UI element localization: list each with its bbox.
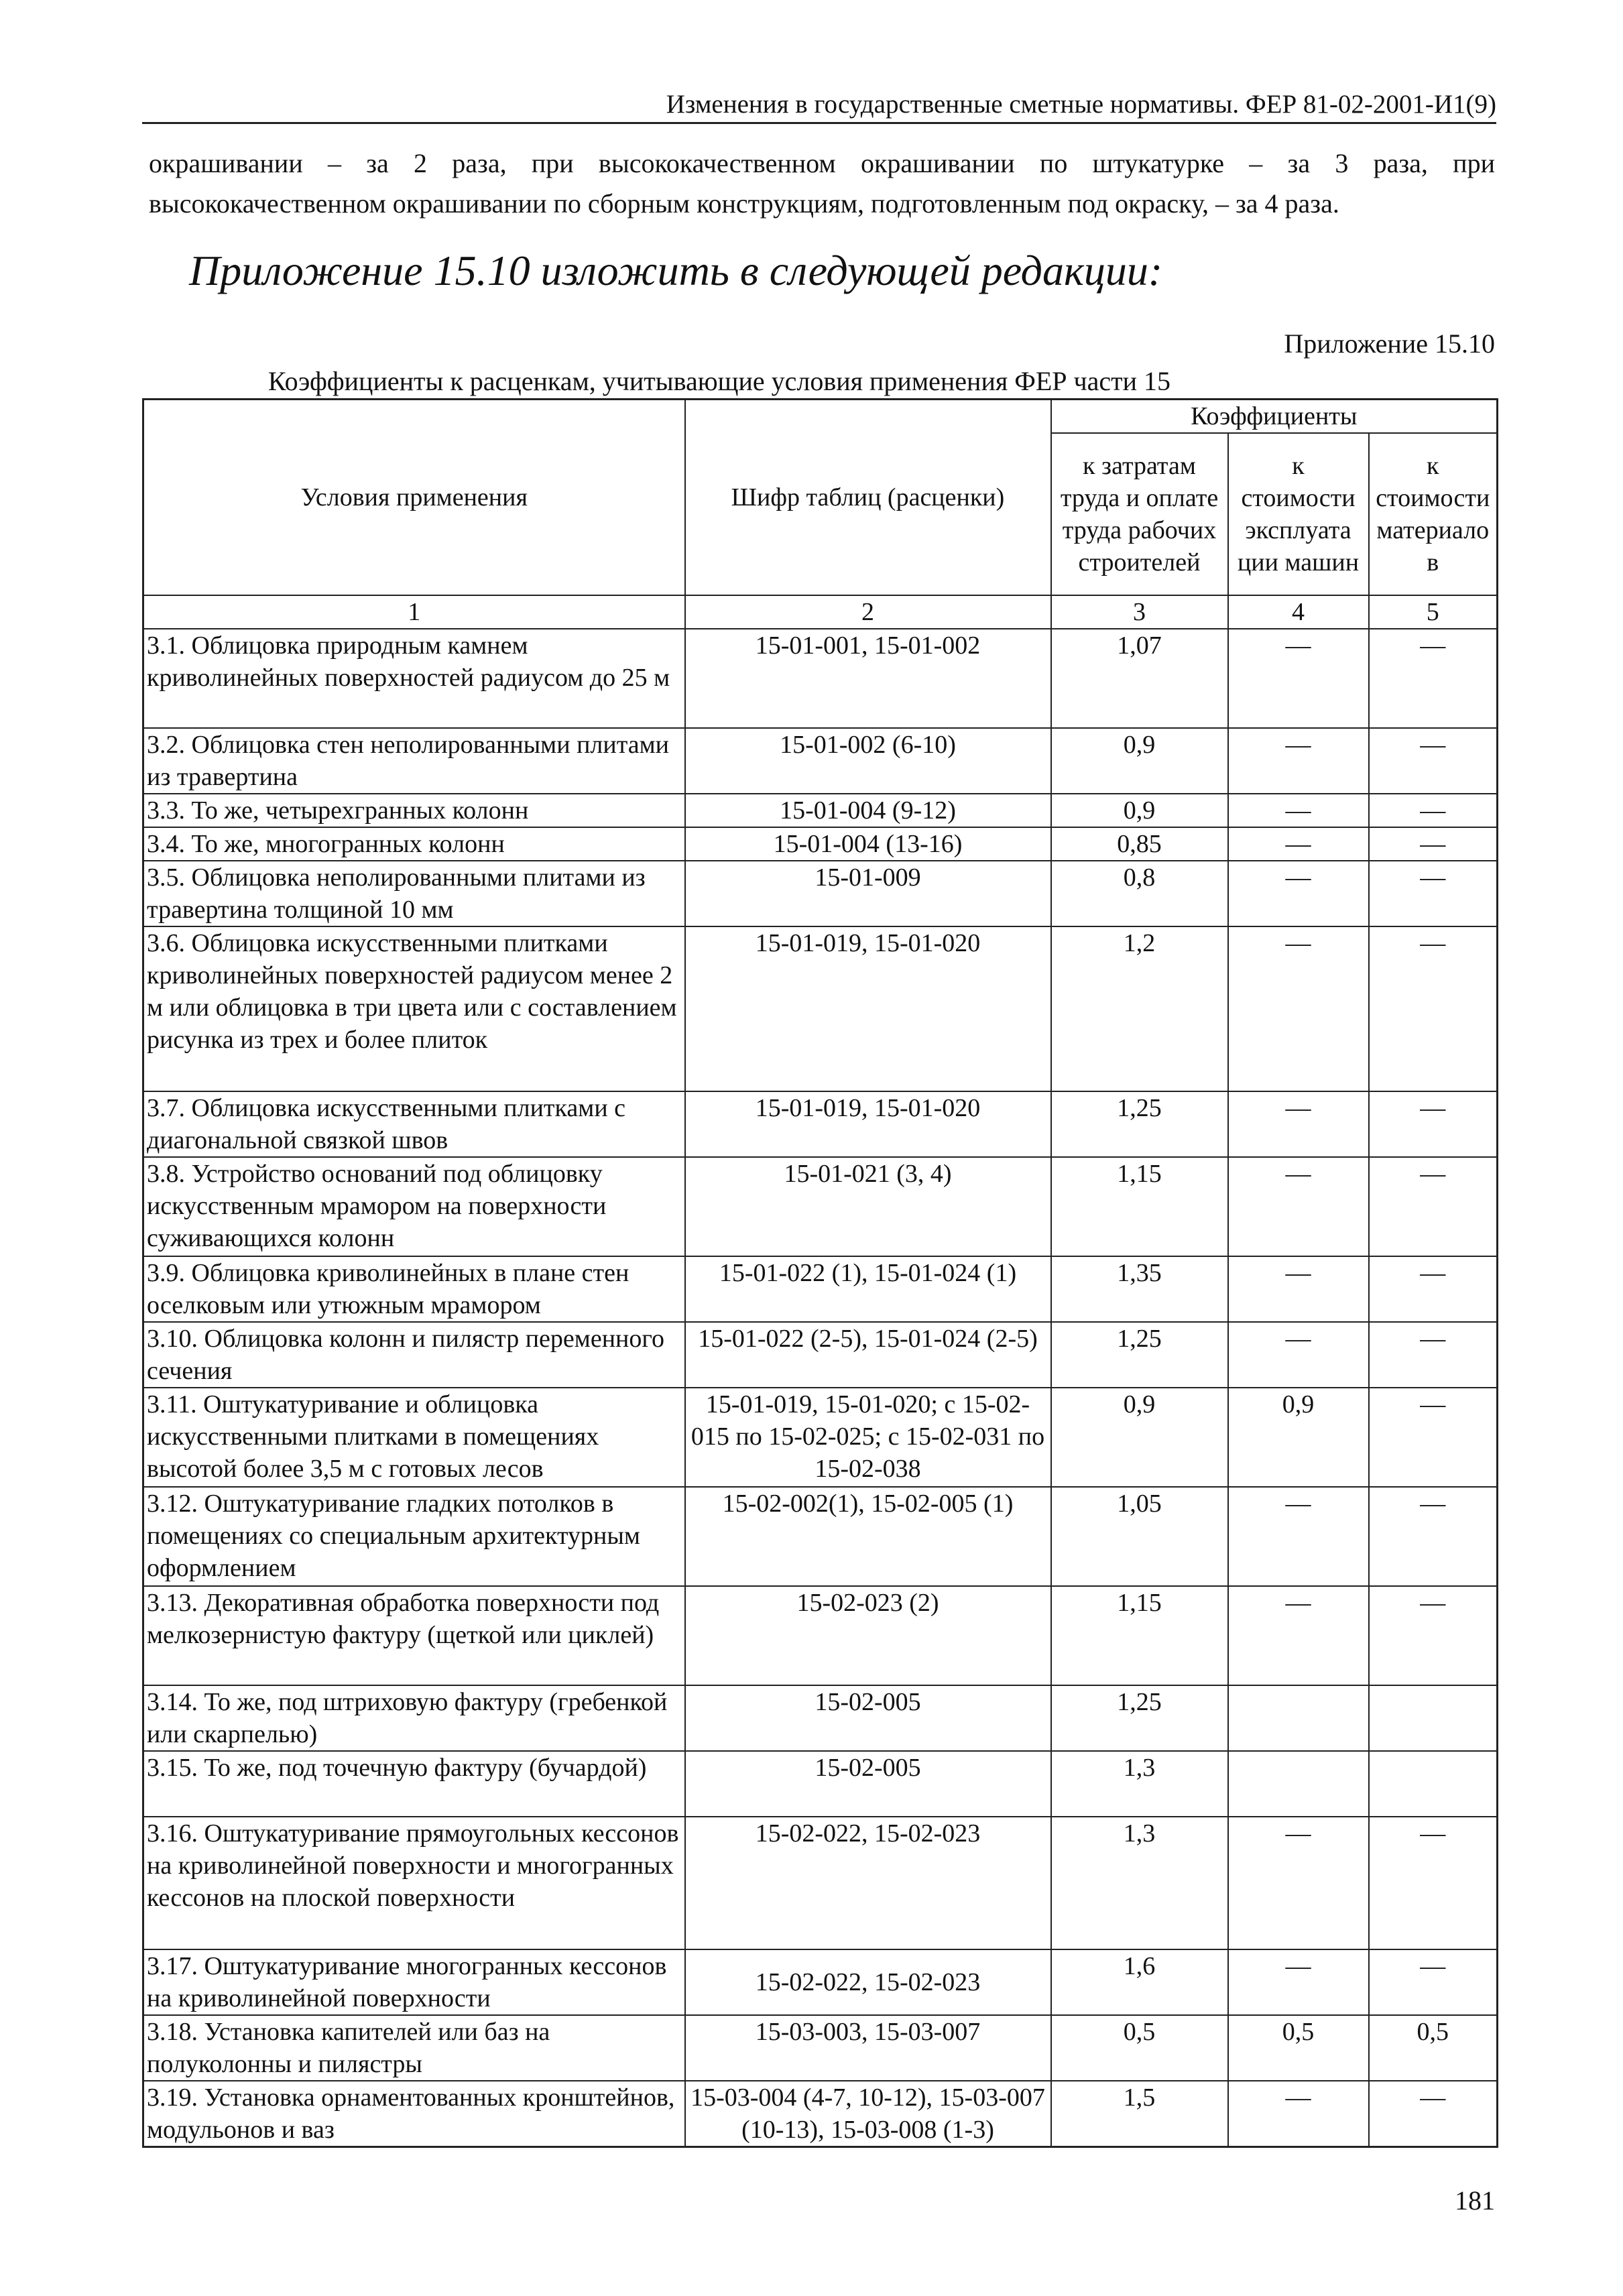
row-labor-coefficient: 1,6: [1051, 1949, 1228, 2015]
row-code: 15-03-004 (4-7, 10-12), 15-03-007 (10-13), 15-03-008 (1-3): [685, 2081, 1051, 2147]
row-code: 15-02-005: [685, 1685, 1051, 1751]
row-materials-coefficient: [1369, 1751, 1498, 1817]
table-row: [143, 1949, 1498, 2015]
row-labor-coefficient: 0,8: [1051, 861, 1228, 926]
row-condition: 3.9. Облицовка криволинейных в плане стен оселковым или утюжным мрамором: [143, 1256, 685, 1322]
row-labor-coefficient: 1,25: [1051, 1322, 1228, 1388]
row-condition: 3.11. Оштукатуривание и облицовка искусственными плитками в помещениях высотой более 3,5 м с готовых лесов: [143, 1388, 685, 1487]
row-code: 15-01-021 (3, 4): [685, 1157, 1051, 1256]
row-machines-coefficient: —: [1228, 1157, 1369, 1256]
table-row: [143, 1388, 1498, 1487]
table-row: [143, 1157, 1498, 1256]
table-row: [143, 728, 1498, 794]
row-labor-coefficient: 1,3: [1051, 1751, 1228, 1817]
row-condition: 3.2. Облицовка стен неполированными плитами из травертина: [143, 728, 685, 794]
row-condition: 3.14. То же, под штриховую фактуру (гребенкой или скарпелью): [143, 1685, 685, 1751]
column-number-4: 4: [1228, 595, 1369, 629]
row-materials-coefficient: —: [1369, 1817, 1498, 1949]
row-materials-coefficient: —: [1369, 1157, 1498, 1256]
intro-paragraph: [149, 143, 1495, 224]
table-row: [143, 1685, 1498, 1751]
row-machines-coefficient: —: [1228, 1322, 1369, 1388]
row-materials-coefficient: —: [1369, 629, 1498, 728]
row-code: 15-02-022, 15-02-023: [685, 1949, 1051, 2015]
row-condition: 3.3. То же, четырехгранных колонн: [143, 794, 685, 827]
appendix-label: Приложение 15.10: [1284, 328, 1495, 359]
row-labor-coefficient: 1,2: [1051, 926, 1228, 1091]
row-labor-coefficient: 1,07: [1051, 629, 1228, 728]
column-number-5: 5: [1369, 595, 1498, 629]
row-machines-coefficient: —: [1228, 827, 1369, 861]
row-condition: 3.16. Оштукатуривание прямоугольных кессонов на криволинейной поверхности и многогранных кессонов на плоской поверхности: [143, 1817, 685, 1949]
header-conditions: Условия применения: [143, 400, 685, 596]
row-condition: 3.4. То же, многогранных колонн: [143, 827, 685, 861]
row-labor-coefficient: 0,9: [1051, 728, 1228, 794]
table-row: [143, 926, 1498, 1091]
row-condition: 3.7. Облицовка искусственными плитками с диагональной связкой швов: [143, 1091, 685, 1157]
row-labor-coefficient: 1,05: [1051, 1487, 1228, 1586]
row-machines-coefficient: —: [1228, 1817, 1369, 1949]
coefficients-table: [142, 398, 1498, 2148]
row-machines-coefficient: —: [1228, 1586, 1369, 1685]
row-machines-coefficient: —: [1228, 2081, 1369, 2147]
row-condition: 3.8. Устройство оснований под облицовку искусственным мрамором на поверхности суживающихся колонн: [143, 1157, 685, 1256]
row-materials-coefficient: —: [1369, 794, 1498, 827]
row-labor-coefficient: 0,9: [1051, 1388, 1228, 1487]
row-condition: 3.17. Оштукатуривание многогранных кессонов на криволинейной поверхности: [143, 1949, 685, 2015]
header-labor: к затратам труда и оплате труда рабочих строителей: [1051, 433, 1228, 595]
row-code: 15-01-019, 15-01-020; с 15-02-015 по 15-02-025; с 15-02-031 по 15-02-038: [685, 1388, 1051, 1487]
row-materials-coefficient: —: [1369, 1091, 1498, 1157]
header-machines: к стоимости эксплуата ции машин: [1228, 433, 1369, 595]
row-materials-coefficient: —: [1369, 1487, 1498, 1586]
row-condition: 3.10. Облицовка колонн и пилястр переменного сечения: [143, 1322, 685, 1388]
intro-line-2: высококачественном окрашивании по сборным конструкциям, подготовленным под окраску, – за 4 раза.: [149, 188, 1339, 219]
row-materials-coefficient: 0,5: [1369, 2015, 1498, 2081]
header-materials: к стоимости материало в: [1369, 433, 1498, 595]
row-labor-coefficient: 1,15: [1051, 1586, 1228, 1685]
row-machines-coefficient: [1228, 1685, 1369, 1751]
running-header: Изменения в государственные сметные нормативы. ФЕР 81-02-2001-И1(9): [142, 88, 1496, 124]
row-code: 15-01-009: [685, 861, 1051, 926]
row-machines-coefficient: —: [1228, 1949, 1369, 2015]
table-row: [143, 2015, 1498, 2081]
row-labor-coefficient: 0,9: [1051, 794, 1228, 827]
table-row: [143, 1091, 1498, 1157]
table-row: [143, 1751, 1498, 1817]
row-code: 15-01-004 (13-16): [685, 827, 1051, 861]
row-labor-coefficient: 0,5: [1051, 2015, 1228, 2081]
row-materials-coefficient: —: [1369, 1256, 1498, 1322]
row-code: 15-01-019, 15-01-020: [685, 926, 1051, 1091]
table-row: [143, 827, 1498, 861]
header-code: Шифр таблиц (расценки): [685, 400, 1051, 596]
row-materials-coefficient: —: [1369, 827, 1498, 861]
row-machines-coefficient: 0,9: [1228, 1388, 1369, 1487]
intro-line-1: окрашивании – за 2 раза, при высококачественном окрашивании по штукатурке – за 3 раза, при: [149, 148, 1495, 178]
table-body: [143, 629, 1498, 2147]
row-machines-coefficient: —: [1228, 629, 1369, 728]
row-code: 15-02-023 (2): [685, 1586, 1051, 1685]
row-machines-coefficient: 0,5: [1228, 2015, 1369, 2081]
table-row: [143, 794, 1498, 827]
row-condition: 3.1. Облицовка природным камнем криволинейных поверхностей радиусом до 25 м: [143, 629, 685, 728]
table-row: [143, 1487, 1498, 1586]
row-materials-coefficient: —: [1369, 2081, 1498, 2147]
row-machines-coefficient: —: [1228, 1091, 1369, 1157]
table-row: [143, 1586, 1498, 1685]
row-code: 15-02-022, 15-02-023: [685, 1817, 1051, 1949]
row-machines-coefficient: —: [1228, 861, 1369, 926]
page-number: 181: [1455, 2185, 1495, 2216]
row-condition: 3.18. Установка капителей или баз на полуколонны и пилястры: [143, 2015, 685, 2081]
row-condition: 3.13. Декоративная обработка поверхности под мелкозернистую фактуру (щеткой или циклей): [143, 1586, 685, 1685]
row-labor-coefficient: 1,25: [1051, 1091, 1228, 1157]
row-machines-coefficient: —: [1228, 794, 1369, 827]
row-code: 15-02-005: [685, 1751, 1051, 1817]
row-materials-coefficient: —: [1369, 926, 1498, 1091]
row-code: 15-01-004 (9-12): [685, 794, 1051, 827]
row-labor-coefficient: 1,5: [1051, 2081, 1228, 2147]
row-labor-coefficient: 1,15: [1051, 1157, 1228, 1256]
column-number-3: 3: [1051, 595, 1228, 629]
row-materials-coefficient: —: [1369, 861, 1498, 926]
row-code: 15-02-002(1), 15-02-005 (1): [685, 1487, 1051, 1586]
row-materials-coefficient: —: [1369, 1949, 1498, 2015]
row-machines-coefficient: —: [1228, 926, 1369, 1091]
row-machines-coefficient: [1228, 1751, 1369, 1817]
row-materials-coefficient: —: [1369, 1586, 1498, 1685]
row-code: 15-01-001, 15-01-002: [685, 629, 1051, 728]
row-materials-coefficient: —: [1369, 1388, 1498, 1487]
row-condition: 3.19. Установка орнаментованных кронштейнов, модульонов и ваз: [143, 2081, 685, 2147]
row-condition: 3.6. Облицовка искусственными плитками криволинейных поверхностей радиусом менее 2 м или облицовка в три цвета или с составлением рисунка из трех и более плиток: [143, 926, 685, 1091]
row-condition: 3.5. Облицовка неполированными плитами из травертина толщиной 10 мм: [143, 861, 685, 926]
table-row: [143, 1817, 1498, 1949]
table-row: [143, 1322, 1498, 1388]
row-condition: 3.12. Оштукатуривание гладких потолков в помещениях со специальным архитектурным оформлением: [143, 1487, 685, 1586]
row-materials-coefficient: [1369, 1685, 1498, 1751]
row-code: 15-01-022 (2-5), 15-01-024 (2-5): [685, 1322, 1051, 1388]
row-labor-coefficient: 1,25: [1051, 1685, 1228, 1751]
row-condition: 3.15. То же, под точечную фактуру (бучардой): [143, 1751, 685, 1817]
column-number-2: 2: [685, 595, 1051, 629]
header-coefficients: Коэффициенты: [1051, 400, 1498, 434]
table-row: [143, 1256, 1498, 1322]
row-materials-coefficient: —: [1369, 1322, 1498, 1388]
table-row: [143, 2081, 1498, 2147]
row-code: 15-01-022 (1), 15-01-024 (1): [685, 1256, 1051, 1322]
table-row: [143, 861, 1498, 926]
row-labor-coefficient: 1,3: [1051, 1817, 1228, 1949]
table-caption: Коэффициенты к расценкам, учитывающие условия применения ФЕР части 15: [267, 366, 1171, 396]
row-machines-coefficient: —: [1228, 728, 1369, 794]
column-number-1: 1: [143, 595, 685, 629]
row-code: 15-03-003, 15-03-007: [685, 2015, 1051, 2081]
row-labor-coefficient: 1,35: [1051, 1256, 1228, 1322]
row-labor-coefficient: 0,85: [1051, 827, 1228, 861]
table-row: [143, 629, 1498, 728]
row-code: 15-01-002 (6-10): [685, 728, 1051, 794]
row-code: 15-01-019, 15-01-020: [685, 1091, 1051, 1157]
row-machines-coefficient: —: [1228, 1256, 1369, 1322]
row-machines-coefficient: —: [1228, 1487, 1369, 1586]
row-materials-coefficient: —: [1369, 728, 1498, 794]
section-heading: Приложение 15.10 изложить в следующей редакции:: [189, 247, 1163, 294]
